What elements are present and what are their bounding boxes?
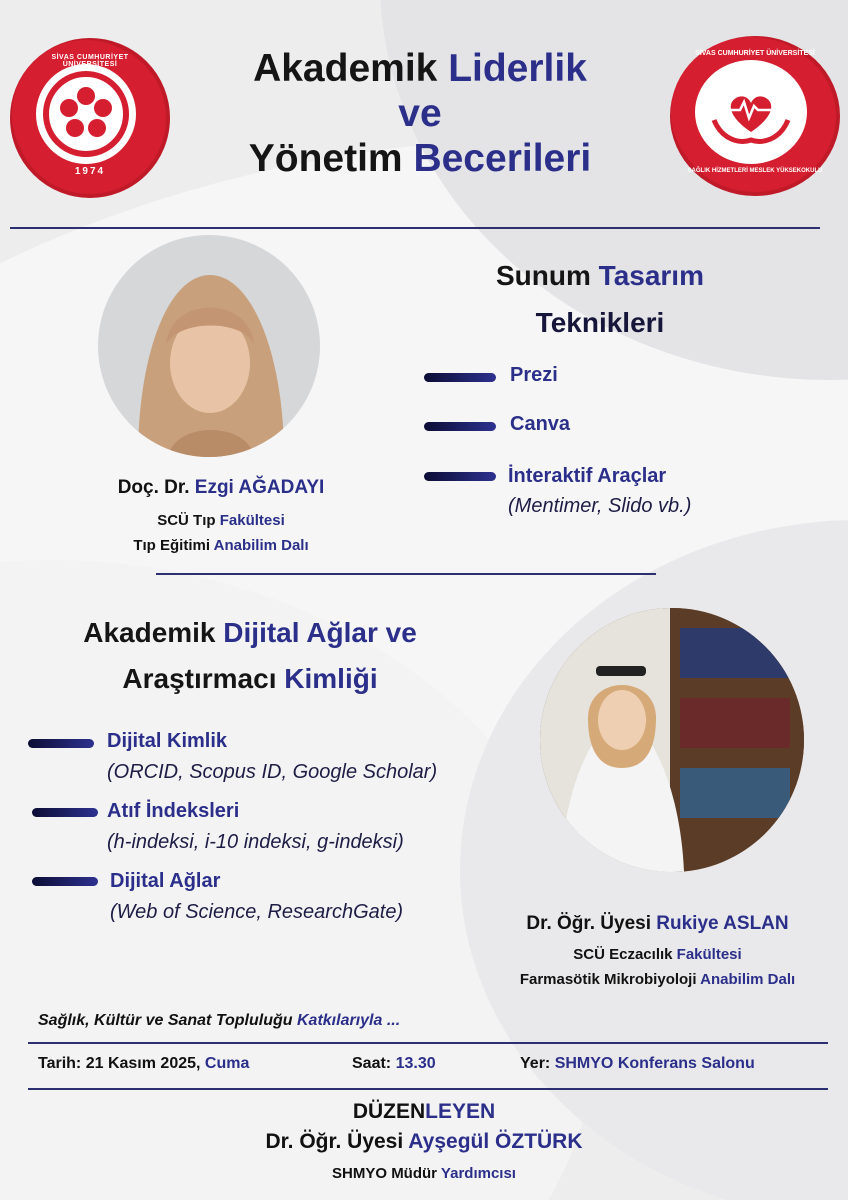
- organizer-heading: [0, 1100, 848, 1124]
- session-2-heading: [30, 610, 470, 702]
- heading-word: Kimliği: [284, 663, 378, 694]
- speaker-2-faculty: [480, 946, 835, 963]
- divider: [156, 573, 656, 575]
- speaker-1-department: [86, 537, 356, 554]
- organizer-role: [0, 1165, 848, 1182]
- bullet-bar: [28, 739, 94, 748]
- title-line-1: [160, 46, 680, 91]
- speaker-2-name: [480, 913, 835, 935]
- person-icon: [98, 235, 320, 457]
- organizer-role-part: Yardımcısı: [440, 1165, 516, 1182]
- speaker-photo: [98, 235, 320, 457]
- heading-word: Araştırmacı: [122, 663, 277, 694]
- session-1-heading-line-1: [420, 252, 780, 299]
- person-icon: [540, 608, 804, 872]
- organizer-name-part: Ayşegül: [408, 1130, 490, 1153]
- title-word: Akademik: [253, 47, 438, 90]
- place-value: SHMYO Konferans Salonu: [554, 1055, 755, 1072]
- topic-label: Dijital Ağlar: [110, 870, 221, 892]
- session-1-heading-line-2: Teknikleri: [535, 307, 665, 338]
- bullet-bar: [424, 422, 496, 431]
- contribution-part: Katkılarıyla ...: [297, 1012, 401, 1029]
- time-value: 13.30: [395, 1055, 436, 1072]
- event-place: [520, 1055, 755, 1073]
- bullet-bar: [424, 472, 496, 481]
- topic-label: Atıf İndeksleri: [107, 800, 240, 822]
- title-word: Yönetim: [248, 137, 403, 180]
- contribution-note: [38, 1012, 400, 1030]
- speaker-1-name: [86, 477, 356, 499]
- organizer-name: [0, 1130, 848, 1154]
- date-text: Tarih: 21 Kasım 2025,: [38, 1055, 201, 1072]
- heading-word: Akademik: [83, 617, 216, 648]
- organizer-heading-part: DÜZEN: [352, 1100, 426, 1123]
- date-day: Cuma: [204, 1055, 250, 1072]
- session-2-heading-line-1: [30, 610, 470, 656]
- title-word: Liderlik: [448, 47, 587, 90]
- topic-label: Canva: [510, 413, 571, 435]
- place-label: Yer:: [520, 1055, 551, 1072]
- university-logo: [10, 38, 170, 198]
- divider: [28, 1042, 828, 1044]
- event-title: [160, 46, 680, 181]
- topic-label: Prezi: [510, 364, 558, 386]
- bullet-bar: [32, 808, 98, 817]
- aff-part: Tıp Eğitimi: [133, 537, 210, 554]
- name-part: Rukiye: [656, 913, 719, 934]
- aff-part: Anabilim Dalı: [700, 971, 796, 988]
- organizer-name-part: ÖZTÜRK: [495, 1130, 583, 1153]
- session-2-heading-line-2: [30, 656, 470, 702]
- contribution-part: Sağlık, Kültür ve Sanat Topluluğu: [38, 1012, 293, 1029]
- speaker-1-faculty: [86, 512, 356, 529]
- event-time: [352, 1055, 436, 1073]
- title-line-2: [160, 91, 680, 136]
- seal-ring-text-bottom: SAĞLIK HİZMETLERİ MESLEK YÜKSEKOKULU: [687, 168, 823, 174]
- name-part: ASLAN: [723, 913, 789, 934]
- heading-word: Sunum: [496, 260, 591, 291]
- speaker-2-department: [470, 971, 845, 988]
- heart-hands-icon: [670, 36, 832, 188]
- topic-detail: (h-indeksi, i-10 indeksi, g-indeksi): [107, 831, 404, 853]
- bullet-bar: [32, 877, 98, 886]
- title-word: Becerileri: [413, 137, 592, 180]
- seal-ring-text: SİVAS CUMHURİYET ÜNİVERSİTESİ: [51, 54, 129, 68]
- name-part: AĞADAYI: [238, 477, 325, 498]
- seal-year: 1974: [74, 166, 106, 177]
- speaker-photo: [540, 608, 804, 872]
- topic-detail: (ORCID, Scopus ID, Google Scholar): [107, 761, 438, 783]
- aff-part: Fakültesi: [219, 512, 285, 529]
- title-word: ve: [398, 92, 442, 135]
- bullet-bar: [424, 373, 496, 382]
- organizer-role-part: SHMYO Müdür: [332, 1165, 438, 1182]
- title-line-3: [160, 136, 680, 181]
- aff-part: SCÜ Eczacılık: [573, 946, 673, 963]
- event-date: [38, 1055, 249, 1073]
- name-part: Ezgi: [194, 477, 234, 498]
- topic-label: İnteraktif Araçlar: [508, 465, 667, 487]
- organizer-heading-part: LEYEN: [425, 1100, 496, 1123]
- heading-word: Tasarım: [598, 260, 704, 291]
- topic-detail: (Web of Science, ResearchGate): [110, 901, 404, 923]
- organizer-name-part: Dr. Öğr. Üyesi: [265, 1130, 404, 1153]
- divider: [10, 227, 820, 229]
- divider: [28, 1088, 828, 1090]
- heading-word: Ağlar ve: [306, 617, 417, 648]
- name-part: Dr. Öğr. Üyesi: [526, 913, 651, 934]
- heading-word: Dijital: [223, 617, 300, 648]
- school-logo: [670, 36, 840, 196]
- aff-part: SCÜ Tıp: [157, 512, 216, 529]
- topic-label: Dijital Kimlik: [107, 730, 228, 752]
- topic-detail: (Mentimer, Slido vb.): [508, 495, 692, 517]
- aff-part: Farmasötik Mikrobiyoloji: [519, 971, 697, 988]
- seal-ring-text-top: SİVAS CUMHURİYET ÜNİVERSİTESİ: [695, 50, 815, 57]
- aff-part: Anabilim Dalı: [213, 537, 309, 554]
- aff-part: Fakültesi: [676, 946, 742, 963]
- session-1-heading: [420, 252, 780, 346]
- time-label: Saat:: [352, 1055, 392, 1072]
- name-part: Doç. Dr.: [117, 477, 190, 498]
